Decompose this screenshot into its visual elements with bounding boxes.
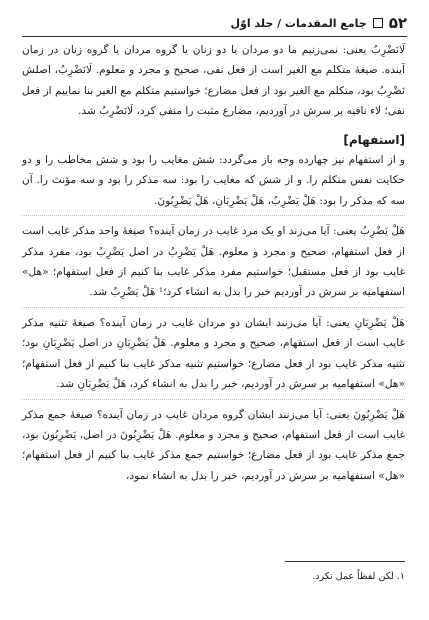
page-number: ۵۲ [388,14,407,32]
footnote: ۱. لکن لفظاً عمل نکرد. [312,571,405,582]
paragraph-istifham-intro: و از استفهام نیز چهارده وجه باز می‌گردد: شش مغایب را بود و شش مخاطب را و دو حکایت نفس متکلم را. و از شش که مغایب را بود: سه مذکر را بود و سه مؤنث را. آن سه که مذکر را بود: هَلْ یَضْرِبُ، هَلْ یَضْرِبَانِ، هَلْ یَضْرِبُونَ. [22,154,405,207]
paragraph-hal-yadribu: هَلْ یَضْرِبُ یعنی: آیا می‌زند او یک مرد غایب در زمان آینده؟ صیغهٔ واحد مذکر غایب است از فعل استفهام، صحیح و مجرد و معلوم. هَلْ یَضْرِبُ در اصل یَضْرِبُ بود، مفرد مذکر غایب بود از فعل مستقبل؛ خواستیم مفرد مذکر غایب بنا کنیم از فعل استفهام؛ «هل» استفهامیه بر سرش در آوردیم خبر را بدل به انشاء کرد؛¹ هَلْ یَضْرِبُ شد. [22,225,405,299]
paragraph-divider [22,307,405,309]
square-bullet-icon [373,18,383,28]
paragraph-divider [22,399,405,401]
page-header [22,12,407,34]
running-title: جامع المقدمات / جلد اوّل [230,16,367,30]
footnote-divider [285,561,405,562]
paragraph-hal-yadribuna: هَلْ یَضْرِبُونَ یعنی: آیا می‌زنند ایشان گروه مردان غایب در زمان آینده؟ صیغهٔ جمع مذکر غایب است از فعل استفهام، صحیح و مجرد و معلوم. هَلْ یَضْرِبُونَ در اصل، یَضْرِبُونَ بود، جمع مذکر غایب بود از فعل مضارع؛ خواستیم جمع مذکر غایب بنا کنیم از فعل استفهام؛ «هل» استفهامیه بر سرش در آوردیم، خبر را بدل به انشاء نمود، [22,408,405,482]
paragraph-la-nadribu: لَانَضْرِبُ یعنی: نمی‌زنیم ما دو مردان یا دو زنان یا گروه مردان یا گروه زنان در زمان آینده. صیغهٔ متکلم مع الغیر است از فعل نفی، صحیح و مجرد و معلوم. لَانَضْرِبُ، اصلش نَضْرِبُ بود، متکلم مع الغیر بود از فعل مضارع؛ خواستیم متکلم مع الغیر بنا نماییم از فعل نفی؛ لاء نافیه بر سرش در آوردیم، مضارع مثبت را منفی کرد، لَانَضْرِبُ شد. [22,44,405,118]
paragraph-divider [22,215,405,217]
main-text [22,40,405,486]
section-heading-istifham: [استفهام] [343,132,405,147]
paragraph-hal-yadribani: هَلْ یَضْرِبَانِ یعنی: آیا می‌زنند ایشان دو مردان غایب در زمان آینده؟ صیغهٔ تثنیه مذکر غایب است از فعل استفهام، صحیح و مجرد و معلوم. هَلْ یَضْرِبَانِ در اصل یَضْرِبَانِ بود؛ تثنیه مذکر غایب بود از فعل مضارع؛ خواستیم تثنیه مذکر غایب بنا کنیم از فعل استفهام؛ «هل» استفهامیه بر سرش در آوردیم، خبر را بدل به انشاء کرد، هَلْ یَضْرِبَانِ شد. [22,316,405,391]
header-divider [22,36,407,37]
